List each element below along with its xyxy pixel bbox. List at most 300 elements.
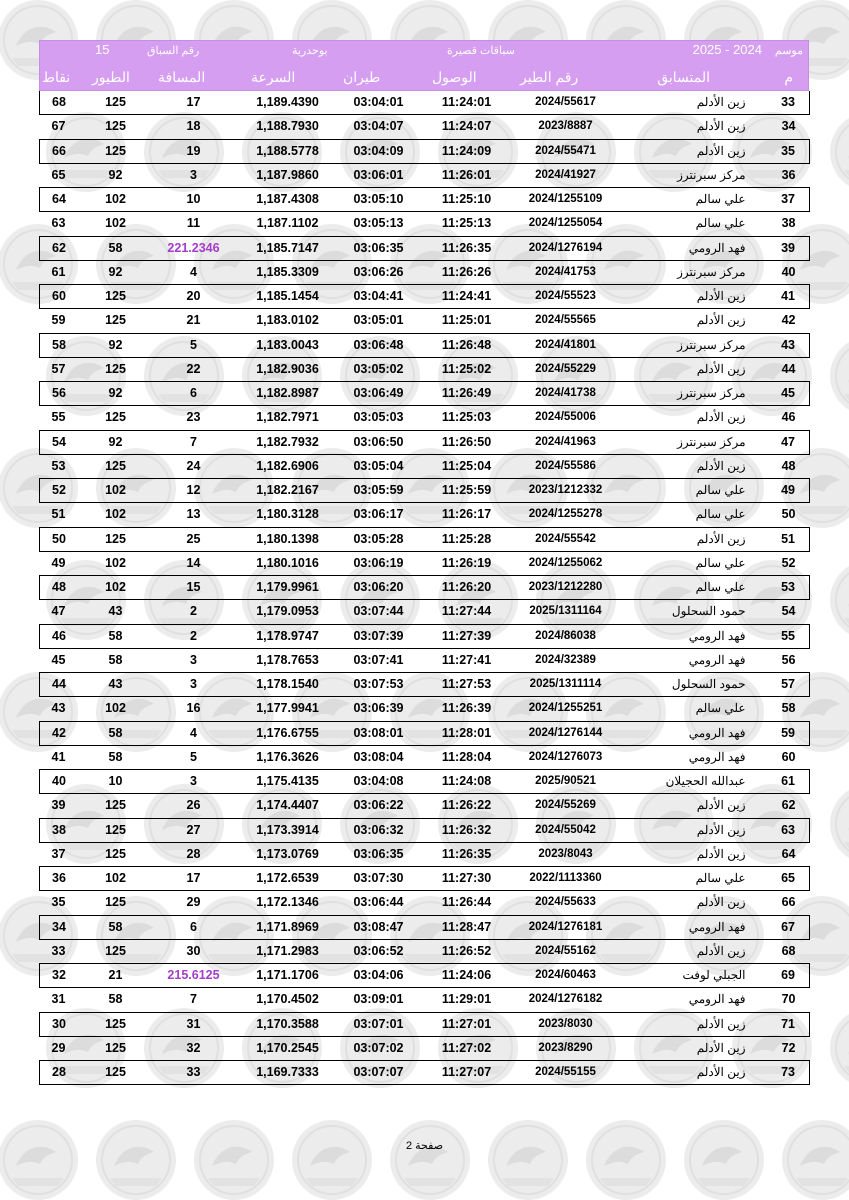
competitor-cell: فهد الرومي [620, 236, 754, 260]
arrival-time-cell: 11:26:26 [422, 260, 512, 284]
speed-cell: 1,169.7333 [240, 1061, 336, 1085]
flight-time-cell: 03:05:04 [336, 454, 422, 478]
distance-cell: 27 [148, 818, 240, 842]
arrival-time-cell: 11:27:01 [422, 1012, 512, 1036]
flight-time-cell: 03:06:52 [336, 939, 422, 963]
table-row [40, 212, 810, 236]
competitor-cell: علي سالم [620, 188, 754, 212]
table-row [40, 576, 810, 600]
competitor-cell: فهد الرومي [620, 745, 754, 769]
arrival-time-cell: 11:25:13 [422, 212, 512, 236]
col-birds-header: الطيور [92, 69, 130, 85]
distance-cell: 7 [148, 988, 240, 1012]
ring-number-cell: 2024/55155 [512, 1061, 620, 1085]
speed-cell: 1,173.3914 [240, 818, 336, 842]
distance-cell: 22 [148, 357, 240, 381]
birds-cell: 125 [84, 91, 148, 115]
competitor-cell: فهد الرومي [620, 915, 754, 939]
points-cell: 28 [40, 1061, 84, 1085]
birds-cell: 102 [84, 576, 148, 600]
arrival-time-cell: 11:25:03 [422, 406, 512, 430]
flight-time-cell: 03:04:07 [336, 115, 422, 139]
distance-cell: 29 [148, 891, 240, 915]
ring-number-cell: 2024/1276194 [512, 236, 620, 260]
ring-number-cell: 2024/1255109 [512, 188, 620, 212]
rank-cell: 57 [754, 673, 810, 697]
col-flight-header: طيران [343, 69, 381, 85]
arrival-time-cell: 11:24:06 [422, 964, 512, 988]
rank-cell: 62 [754, 794, 810, 818]
distance-cell: 33 [148, 1061, 240, 1085]
points-cell: 46 [40, 624, 84, 648]
arrival-time-cell: 11:25:10 [422, 188, 512, 212]
col-arrival-header: الوصول [432, 69, 477, 85]
flight-time-cell: 03:04:06 [336, 964, 422, 988]
flight-time-cell: 03:06:20 [336, 576, 422, 600]
table-row [40, 527, 810, 551]
watermark-logo-icon [830, 336, 849, 416]
distance-cell: 6 [148, 382, 240, 406]
rank-cell: 38 [754, 212, 810, 236]
ring-number-cell: 2025/1311164 [512, 600, 620, 624]
table-row [40, 600, 810, 624]
table-row [40, 454, 810, 478]
points-cell: 62 [40, 236, 84, 260]
distance-cell: 215.6125 [148, 964, 240, 988]
speed-cell: 1,178.9747 [240, 624, 336, 648]
watermark-logo-icon [488, 1120, 568, 1200]
arrival-time-cell: 11:28:01 [422, 721, 512, 745]
competitor-cell: زين الأدلم [620, 1036, 754, 1060]
speed-cell: 1,182.2167 [240, 479, 336, 503]
arrival-time-cell: 11:27:02 [422, 1036, 512, 1060]
table-row [40, 988, 810, 1012]
competitor-cell: زين الأدلم [620, 891, 754, 915]
flight-time-cell: 03:06:44 [336, 891, 422, 915]
birds-cell: 125 [84, 309, 148, 333]
ring-number-cell: 2024/1276181 [512, 915, 620, 939]
flight-time-cell: 03:05:01 [336, 309, 422, 333]
table-row [40, 867, 810, 891]
rank-cell: 60 [754, 745, 810, 769]
points-cell: 64 [40, 188, 84, 212]
flight-time-cell: 03:08:47 [336, 915, 422, 939]
points-cell: 54 [40, 430, 84, 454]
race-location: بوحدرية [292, 45, 328, 57]
points-cell: 50 [40, 527, 84, 551]
arrival-time-cell: 11:24:09 [422, 139, 512, 163]
rank-cell: 50 [754, 503, 810, 527]
rank-cell: 58 [754, 697, 810, 721]
arrival-time-cell: 11:27:41 [422, 648, 512, 672]
flight-time-cell: 03:05:03 [336, 406, 422, 430]
speed-cell: 1,170.3588 [240, 1012, 336, 1036]
arrival-time-cell: 11:26:50 [422, 430, 512, 454]
flight-time-cell: 03:06:32 [336, 818, 422, 842]
arrival-time-cell: 11:26:22 [422, 794, 512, 818]
ring-number-cell: 2024/55633 [512, 891, 620, 915]
season-label: موسم [774, 45, 803, 57]
points-cell: 35 [40, 891, 84, 915]
speed-cell: 1,189.4390 [240, 91, 336, 115]
arrival-time-cell: 11:27:30 [422, 867, 512, 891]
points-cell: 31 [40, 988, 84, 1012]
points-cell: 40 [40, 770, 84, 794]
competitor-cell: زين الأدلم [620, 1061, 754, 1085]
points-cell: 33 [40, 939, 84, 963]
flight-time-cell: 03:06:35 [336, 842, 422, 866]
flight-time-cell: 03:06:22 [336, 794, 422, 818]
ring-number-cell: 2024/55229 [512, 357, 620, 381]
rank-cell: 66 [754, 891, 810, 915]
arrival-time-cell: 11:25:28 [422, 527, 512, 551]
rank-cell: 65 [754, 867, 810, 891]
distance-cell: 24 [148, 454, 240, 478]
ring-number-cell: 2024/55162 [512, 939, 620, 963]
rank-cell: 35 [754, 139, 810, 163]
arrival-time-cell: 11:26:52 [422, 939, 512, 963]
table-row [40, 1036, 810, 1060]
birds-cell: 102 [84, 212, 148, 236]
flight-time-cell: 03:07:02 [336, 1036, 422, 1060]
flight-time-cell: 03:05:02 [336, 357, 422, 381]
speed-cell: 1,188.5778 [240, 139, 336, 163]
table-row [40, 115, 810, 139]
speed-cell: 1,180.1016 [240, 551, 336, 575]
rank-cell: 67 [754, 915, 810, 939]
watermark-logo-icon [390, 1120, 470, 1200]
watermark-logo-icon [830, 1008, 849, 1088]
rank-cell: 52 [754, 551, 810, 575]
competitor-cell: مركز سبرنترز [620, 333, 754, 357]
birds-cell: 102 [84, 503, 148, 527]
speed-cell: 1,177.9941 [240, 697, 336, 721]
flight-time-cell: 03:09:01 [336, 988, 422, 1012]
table-row [40, 479, 810, 503]
rank-cell: 47 [754, 430, 810, 454]
birds-cell: 102 [84, 697, 148, 721]
flight-time-cell: 03:06:26 [336, 260, 422, 284]
speed-cell: 1,180.3128 [240, 503, 336, 527]
distance-cell: 17 [148, 867, 240, 891]
table-row [40, 382, 810, 406]
watermark-logo-icon [96, 1120, 176, 1200]
competitor-cell: فهد الرومي [620, 648, 754, 672]
birds-cell: 43 [84, 600, 148, 624]
rank-cell: 56 [754, 648, 810, 672]
arrival-time-cell: 11:24:07 [422, 115, 512, 139]
speed-cell: 1,172.6539 [240, 867, 336, 891]
points-cell: 38 [40, 818, 84, 842]
distance-cell: 13 [148, 503, 240, 527]
points-cell: 55 [40, 406, 84, 430]
birds-cell: 125 [84, 454, 148, 478]
ring-number-cell: 2024/55269 [512, 794, 620, 818]
arrival-time-cell: 11:24:41 [422, 285, 512, 309]
flight-time-cell: 03:06:17 [336, 503, 422, 527]
birds-cell: 92 [84, 333, 148, 357]
points-cell: 43 [40, 697, 84, 721]
speed-cell: 1,175.4135 [240, 770, 336, 794]
rank-cell: 51 [754, 527, 810, 551]
ring-number-cell: 2024/55542 [512, 527, 620, 551]
points-cell: 53 [40, 454, 84, 478]
distance-cell: 26 [148, 794, 240, 818]
speed-cell: 1,180.1398 [240, 527, 336, 551]
ring-number-cell: 2024/55586 [512, 454, 620, 478]
flight-time-cell: 03:07:07 [336, 1061, 422, 1085]
points-cell: 30 [40, 1012, 84, 1036]
rank-cell: 68 [754, 939, 810, 963]
points-cell: 45 [40, 648, 84, 672]
competitor-cell: فهد الرومي [620, 988, 754, 1012]
speed-cell: 1,178.7653 [240, 648, 336, 672]
arrival-time-cell: 11:27:53 [422, 673, 512, 697]
speed-cell: 1,187.4308 [240, 188, 336, 212]
points-cell: 39 [40, 794, 84, 818]
ring-number-cell: 2024/55565 [512, 309, 620, 333]
competitor-cell: زين الأدلم [620, 115, 754, 139]
rank-cell: 63 [754, 818, 810, 842]
points-cell: 47 [40, 600, 84, 624]
birds-cell: 125 [84, 1012, 148, 1036]
points-cell: 68 [40, 91, 84, 115]
rank-cell: 34 [754, 115, 810, 139]
ring-number-cell: 2024/1276144 [512, 721, 620, 745]
arrival-time-cell: 11:26:32 [422, 818, 512, 842]
ring-number-cell: 2024/55617 [512, 91, 620, 115]
birds-cell: 58 [84, 624, 148, 648]
table-row [40, 406, 810, 430]
flight-time-cell: 03:05:59 [336, 479, 422, 503]
competitor-cell: زين الأدلم [620, 794, 754, 818]
ring-number-cell: 2023/8290 [512, 1036, 620, 1060]
rank-cell: 40 [754, 260, 810, 284]
arrival-time-cell: 11:26:39 [422, 697, 512, 721]
distance-cell: 3 [148, 648, 240, 672]
distance-cell: 7 [148, 430, 240, 454]
ring-number-cell: 2024/55523 [512, 285, 620, 309]
points-cell: 37 [40, 842, 84, 866]
competitor-cell: زين الأدلم [620, 406, 754, 430]
page-number: صفحة 2 [405, 1140, 444, 1152]
birds-cell: 102 [84, 188, 148, 212]
birds-cell: 125 [84, 1036, 148, 1060]
distance-cell: 5 [148, 333, 240, 357]
distance-cell: 5 [148, 745, 240, 769]
birds-cell: 58 [84, 988, 148, 1012]
points-cell: 51 [40, 503, 84, 527]
speed-cell: 1,182.6906 [240, 454, 336, 478]
arrival-time-cell: 11:26:35 [422, 236, 512, 260]
competitor-cell: زين الأدلم [620, 91, 754, 115]
birds-cell: 125 [84, 1061, 148, 1085]
points-cell: 36 [40, 867, 84, 891]
table-row [40, 1061, 810, 1085]
table-row [40, 139, 810, 163]
table-row [40, 285, 810, 309]
flight-time-cell: 03:07:01 [336, 1012, 422, 1036]
table-row [40, 551, 810, 575]
flight-time-cell: 03:07:39 [336, 624, 422, 648]
table-row [40, 939, 810, 963]
competitor-cell: عبدالله الحجيلان [620, 770, 754, 794]
birds-cell: 92 [84, 430, 148, 454]
ring-number-cell: 2025/90521 [512, 770, 620, 794]
table-row [40, 163, 810, 187]
birds-cell: 92 [84, 382, 148, 406]
rank-cell: 70 [754, 988, 810, 1012]
distance-cell: 19 [148, 139, 240, 163]
watermark-logo-icon [586, 1120, 666, 1200]
birds-cell: 58 [84, 721, 148, 745]
points-cell: 58 [40, 333, 84, 357]
arrival-time-cell: 11:25:01 [422, 309, 512, 333]
speed-cell: 1,183.0043 [240, 333, 336, 357]
birds-cell: 21 [84, 964, 148, 988]
points-cell: 65 [40, 163, 84, 187]
ring-number-cell: 2024/55471 [512, 139, 620, 163]
flight-time-cell: 03:06:39 [336, 697, 422, 721]
arrival-time-cell: 11:26:17 [422, 503, 512, 527]
arrival-time-cell: 11:24:01 [422, 91, 512, 115]
birds-cell: 125 [84, 891, 148, 915]
points-cell: 44 [40, 673, 84, 697]
competitor-cell: علي سالم [620, 551, 754, 575]
ring-number-cell: 2024/41753 [512, 260, 620, 284]
rank-cell: 55 [754, 624, 810, 648]
flight-time-cell: 03:04:01 [336, 91, 422, 115]
arrival-time-cell: 11:26:01 [422, 163, 512, 187]
flight-time-cell: 03:04:09 [336, 139, 422, 163]
distance-cell: 20 [148, 285, 240, 309]
table-header [39, 40, 809, 91]
birds-cell: 58 [84, 915, 148, 939]
competitor-cell: زين الأدلم [620, 939, 754, 963]
distance-cell: 221.2346 [148, 236, 240, 260]
watermark-logo-icon [292, 1120, 372, 1200]
competitor-cell: مركز سبرنترز [620, 382, 754, 406]
table-row [40, 503, 810, 527]
table-row [40, 357, 810, 381]
distance-cell: 3 [148, 673, 240, 697]
arrival-time-cell: 11:24:08 [422, 770, 512, 794]
table-row [40, 818, 810, 842]
ring-number-cell: 2024/1255251 [512, 697, 620, 721]
col-points-header: نقاط [42, 69, 71, 85]
ring-number-cell: 2023/1212280 [512, 576, 620, 600]
flight-time-cell: 03:05:13 [336, 212, 422, 236]
competitor-cell: مركز سبرنترز [620, 430, 754, 454]
rank-cell: 61 [754, 770, 810, 794]
ring-number-cell: 2024/41738 [512, 382, 620, 406]
rank-cell: 69 [754, 964, 810, 988]
results-sheet [39, 40, 809, 1085]
flight-time-cell: 03:06:49 [336, 382, 422, 406]
ring-number-cell: 2022/1113360 [512, 867, 620, 891]
points-cell: 57 [40, 357, 84, 381]
competitor-cell: علي سالم [620, 867, 754, 891]
distance-cell: 10 [148, 188, 240, 212]
arrival-time-cell: 11:29:01 [422, 988, 512, 1012]
competitor-cell: زين الأدلم [620, 818, 754, 842]
points-cell: 52 [40, 479, 84, 503]
flight-time-cell: 03:07:30 [336, 867, 422, 891]
speed-cell: 1,185.7147 [240, 236, 336, 260]
competitor-cell: مركز سبرنترز [620, 163, 754, 187]
watermark-logo-icon [782, 1120, 849, 1200]
competitor-cell: زين الأدلم [620, 285, 754, 309]
birds-cell: 58 [84, 648, 148, 672]
arrival-time-cell: 11:26:20 [422, 576, 512, 600]
speed-cell: 1,188.7930 [240, 115, 336, 139]
birds-cell: 125 [84, 139, 148, 163]
flight-time-cell: 03:08:04 [336, 745, 422, 769]
competitor-cell: علي سالم [620, 212, 754, 236]
watermark-logo-icon [684, 1120, 764, 1200]
distance-cell: 6 [148, 915, 240, 939]
speed-cell: 1,182.8987 [240, 382, 336, 406]
rank-cell: 53 [754, 576, 810, 600]
rank-cell: 54 [754, 600, 810, 624]
points-cell: 41 [40, 745, 84, 769]
birds-cell: 125 [84, 794, 148, 818]
distance-cell: 32 [148, 1036, 240, 1060]
rank-cell: 64 [754, 842, 810, 866]
speed-cell: 1,176.3626 [240, 745, 336, 769]
ring-number-cell: 2024/1255062 [512, 551, 620, 575]
competitor-cell: زين الأدلم [620, 842, 754, 866]
speed-cell: 1,171.1706 [240, 964, 336, 988]
flight-time-cell: 03:07:53 [336, 673, 422, 697]
table-row [40, 964, 810, 988]
distance-cell: 3 [148, 163, 240, 187]
rank-cell: 44 [754, 357, 810, 381]
ring-number-cell: 2024/55042 [512, 818, 620, 842]
points-cell: 56 [40, 382, 84, 406]
flight-time-cell: 03:04:41 [336, 285, 422, 309]
rank-cell: 42 [754, 309, 810, 333]
speed-cell: 1,179.0953 [240, 600, 336, 624]
flight-time-cell: 03:07:41 [336, 648, 422, 672]
watermark-logo-icon [830, 112, 849, 192]
speed-cell: 1,171.2983 [240, 939, 336, 963]
flight-time-cell: 03:06:01 [336, 163, 422, 187]
rank-cell: 59 [754, 721, 810, 745]
points-cell: 42 [40, 721, 84, 745]
competitor-cell: فهد الرومي [620, 721, 754, 745]
flight-time-cell: 03:05:10 [336, 188, 422, 212]
points-cell: 66 [40, 139, 84, 163]
speed-cell: 1,182.9036 [240, 357, 336, 381]
birds-cell: 125 [84, 357, 148, 381]
table-row [40, 697, 810, 721]
birds-cell: 102 [84, 867, 148, 891]
arrival-time-cell: 11:26:48 [422, 333, 512, 357]
race-number: 15 [95, 42, 110, 57]
ring-number-cell: 2024/86038 [512, 624, 620, 648]
distance-cell: 25 [148, 527, 240, 551]
watermark-logo-icon [830, 784, 849, 864]
ring-number-cell: 2024/1276182 [512, 988, 620, 1012]
results-table [39, 91, 810, 1085]
table-row [40, 333, 810, 357]
speed-cell: 1,178.1540 [240, 673, 336, 697]
flight-time-cell: 03:04:08 [336, 770, 422, 794]
flight-time-cell: 03:06:48 [336, 333, 422, 357]
arrival-time-cell: 11:27:07 [422, 1061, 512, 1085]
distance-cell: 23 [148, 406, 240, 430]
